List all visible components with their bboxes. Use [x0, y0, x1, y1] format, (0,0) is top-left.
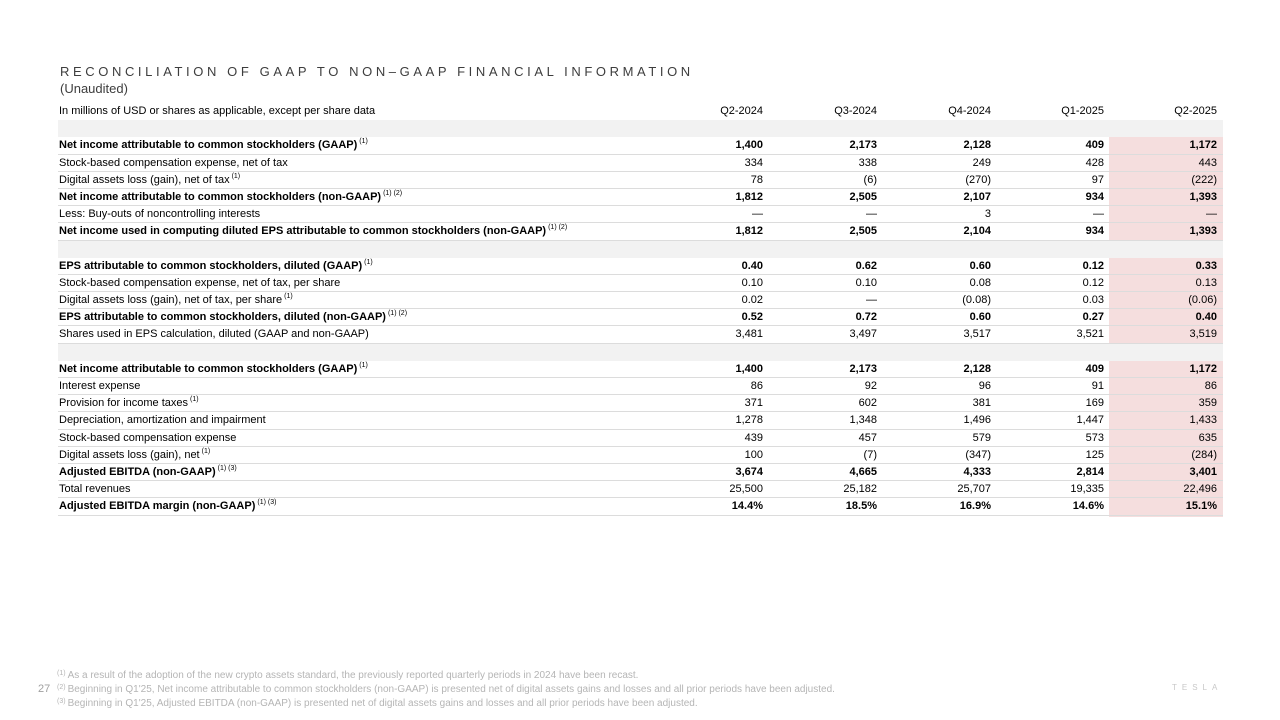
row-label — [59, 378, 140, 394]
value-cell: 16.9% — [959, 500, 991, 513]
value-cell: 2,128 — [963, 139, 991, 152]
row-label-text: Net income attributable to common stockholders (non-GAAP) — [59, 190, 382, 203]
value-cell: 0.27 — [1082, 311, 1104, 324]
value-cell: 0.60 — [969, 311, 991, 324]
row-label — [59, 206, 260, 222]
value-cell: 15.1% — [1185, 500, 1217, 513]
value-cell: — — [866, 294, 877, 307]
row-label — [59, 481, 131, 497]
row-label — [59, 412, 266, 428]
value-cell: 169 — [1085, 397, 1104, 410]
value-cell: (270) — [965, 173, 991, 186]
value-cell: 409 — [1085, 362, 1104, 375]
row-label — [59, 223, 567, 239]
table-row — [58, 206, 1223, 223]
row-label-text: Digital assets loss (gain), net — [59, 448, 200, 461]
row-label-text: Net income attributable to common stockholders (GAAP) — [59, 362, 358, 375]
header-period: Q3-2024 — [834, 105, 877, 117]
footnote-reference: (1) — [231, 172, 241, 180]
row-label-text: Net income used in computing diluted EPS attributable to common stockholders (non-GAAP) — [59, 225, 547, 238]
row-label — [59, 361, 368, 377]
row-label-text: Adjusted EBITDA (non-GAAP) — [59, 465, 216, 478]
row-label-text: Less: Buy-outs of noncontrolling interests — [59, 208, 261, 221]
table-row — [58, 155, 1223, 172]
row-label — [59, 309, 407, 325]
value-cell: 1,400 — [735, 362, 763, 375]
row-label-text: Stock-based compensation expense — [59, 431, 237, 444]
row-label-text: Depreciation, amortization and impairment — [59, 414, 266, 427]
value-cell: 371 — [744, 397, 763, 410]
footnote-reference: (1) — [359, 361, 368, 369]
value-cell: 579 — [972, 431, 991, 444]
section-spacer — [58, 120, 1223, 137]
value-cell: 25,500 — [729, 483, 763, 496]
value-cell: 1,393 — [1189, 190, 1217, 203]
value-cell: 0.52 — [741, 311, 763, 324]
table-row — [58, 498, 1223, 515]
row-label-text: Digital assets loss (gain), net of tax, per share — [59, 294, 283, 307]
footnote-mark: (3) — [57, 698, 66, 705]
row-label-text: Shares used in EPS calculation, diluted (GAAP and non-GAAP) — [59, 328, 369, 341]
value-cell: 4,665 — [849, 465, 877, 478]
row-label-text: Digital assets loss (gain), net of tax — [59, 173, 230, 186]
value-cell: 0.12 — [1082, 259, 1104, 272]
value-cell: 0.03 — [1082, 294, 1104, 307]
value-cell: 96 — [978, 380, 991, 392]
value-cell: 3,519 — [1189, 328, 1217, 341]
value-cell: 0.02 — [741, 294, 763, 307]
value-cell: 409 — [1085, 139, 1104, 152]
value-cell: 1,393 — [1189, 225, 1217, 238]
value-cell: 25,182 — [843, 483, 877, 496]
page-number: 27 — [38, 683, 51, 695]
value-cell: 2,814 — [1076, 465, 1104, 478]
value-cell: 0.12 — [1082, 276, 1104, 289]
value-cell: 602 — [858, 397, 877, 410]
value-cell: 2,505 — [849, 190, 877, 203]
table-row — [58, 447, 1223, 464]
section-spacer — [58, 241, 1223, 258]
row-label — [59, 258, 373, 274]
table-row — [58, 326, 1223, 343]
row-label-text: Interest expense — [59, 380, 141, 392]
table-row — [58, 275, 1223, 292]
value-cell: 0.60 — [969, 259, 991, 272]
value-cell: 334 — [744, 156, 763, 169]
footnote-reference: (1) — [284, 293, 293, 301]
footnote-reference: (1) (2) — [387, 310, 408, 318]
section-spacer — [58, 344, 1223, 361]
value-cell: 428 — [1085, 156, 1104, 169]
value-cell: 1,496 — [963, 414, 991, 427]
value-cell: 439 — [744, 431, 763, 444]
value-cell: 1,433 — [1189, 414, 1217, 427]
reconciliation-table — [58, 103, 1223, 516]
value-cell: 934 — [1085, 190, 1104, 203]
value-cell: 78 — [750, 173, 763, 186]
row-label — [59, 189, 402, 205]
table-row — [58, 258, 1223, 275]
footnote-reference: (1) (2) — [383, 189, 403, 197]
value-cell: 1,172 — [1189, 362, 1217, 375]
table-row — [58, 189, 1223, 206]
footnote-reference: (1) — [190, 396, 199, 404]
value-cell: 0.40 — [1195, 311, 1217, 324]
value-cell: 14.4% — [731, 500, 763, 513]
value-cell: 18.5% — [845, 500, 877, 513]
value-cell: — — [866, 208, 877, 221]
row-label — [59, 137, 368, 153]
table-row — [58, 464, 1223, 481]
row-label-text: Adjusted EBITDA margin (non-GAAP) — [59, 500, 256, 513]
header-period: Q2-2024 — [720, 105, 763, 117]
footnote-reference: (1) — [364, 258, 373, 266]
row-label — [59, 498, 276, 514]
value-cell: 3,517 — [963, 328, 991, 341]
page-subtitle: (Unaudited) — [60, 81, 128, 96]
value-cell: 381 — [972, 397, 991, 410]
value-cell: (284) — [1191, 448, 1217, 461]
footnote-reference: (1) — [359, 138, 368, 146]
value-cell: (0.08) — [962, 294, 991, 307]
value-cell: 1,278 — [735, 414, 763, 427]
value-cell: 457 — [858, 431, 877, 444]
value-cell: 22,496 — [1183, 483, 1217, 496]
value-cell: 0.72 — [855, 311, 877, 324]
table-row — [58, 430, 1223, 447]
table-row — [58, 481, 1223, 498]
footnote-reference: (1) (2) — [548, 224, 568, 232]
value-cell: 359 — [1198, 397, 1217, 410]
value-cell: 0.13 — [1195, 276, 1217, 289]
value-cell: 25,707 — [957, 483, 991, 496]
value-cell: 19,335 — [1070, 483, 1104, 496]
footnote-mark: (2) — [57, 684, 66, 691]
footnote-reference: (1) (3) — [257, 499, 277, 507]
value-cell: 0.62 — [855, 259, 877, 272]
value-cell: 86 — [1204, 380, 1217, 392]
value-cell: (6) — [863, 173, 877, 186]
footnote-reference: (1) (3) — [217, 464, 237, 472]
row-label-text: Net income attributable to common stockholders (GAAP) — [59, 139, 358, 152]
value-cell: — — [1206, 208, 1217, 221]
row-label-text: Provision for income taxes — [59, 397, 188, 410]
value-cell: (7) — [863, 448, 877, 461]
value-cell: 1,812 — [735, 225, 763, 238]
header-period: Q4-2024 — [948, 105, 991, 117]
value-cell: 4,333 — [963, 465, 991, 478]
value-cell: 573 — [1085, 431, 1104, 444]
value-cell: 2,173 — [849, 362, 877, 375]
row-label-text: EPS attributable to common stockholders, diluted (GAAP) — [59, 259, 363, 272]
value-cell: 125 — [1085, 448, 1104, 461]
table-body — [58, 120, 1223, 515]
value-cell: 934 — [1085, 225, 1104, 238]
value-cell: — — [752, 208, 763, 221]
value-cell: 3,481 — [735, 328, 763, 341]
value-cell: (0.06) — [1188, 294, 1217, 307]
value-cell: 2,104 — [963, 225, 991, 238]
footnote — [57, 669, 835, 683]
value-cell: — — [1093, 208, 1104, 221]
value-cell: 338 — [858, 156, 877, 169]
header-period: Q1-2025 — [1061, 105, 1104, 117]
footnote — [57, 683, 835, 697]
table-row — [58, 172, 1223, 189]
row-label — [59, 447, 210, 463]
footnote-text: Beginning in Q1'25, Adjusted EBITDA (non-GAAP) is presented net of digital assets gains and losses and all prior periods have been adjusted. — [67, 698, 698, 709]
value-cell: 3,674 — [735, 465, 763, 478]
row-label — [59, 172, 240, 188]
table-row — [58, 137, 1223, 154]
table-row — [58, 292, 1223, 309]
value-cell: 2,505 — [849, 225, 877, 238]
row-label — [59, 395, 199, 411]
value-cell: 0.10 — [855, 276, 877, 289]
value-cell: 249 — [972, 156, 991, 169]
row-label — [59, 275, 340, 291]
value-cell: (222) — [1191, 173, 1217, 186]
value-cell: 443 — [1198, 156, 1217, 169]
row-label — [59, 292, 293, 308]
row-label-text: EPS attributable to common stockholders, diluted (non-GAAP) — [59, 311, 386, 324]
value-cell: 86 — [750, 380, 763, 392]
footnote-text: As a result of the adoption of the new crypto assets standard, the previously reported quarterly periods in 2024 have been recast. — [67, 670, 639, 681]
row-label-text: Stock-based compensation expense, net of tax — [59, 156, 288, 169]
value-cell: 1,400 — [735, 139, 763, 152]
value-cell: 1,348 — [849, 414, 877, 427]
value-cell: 3,401 — [1189, 465, 1217, 478]
table-header-row — [58, 103, 1223, 120]
table-row — [58, 361, 1223, 378]
footnote-mark: (1) — [57, 670, 66, 677]
value-cell: 100 — [744, 448, 763, 461]
value-cell: 0.33 — [1195, 259, 1217, 272]
footnote — [57, 697, 835, 711]
value-cell: 92 — [864, 380, 877, 392]
value-cell: 635 — [1198, 431, 1217, 444]
row-label-text: Stock-based compensation expense, net of tax, per share — [59, 276, 341, 289]
value-cell: 1,172 — [1189, 139, 1217, 152]
row-label-text: Total revenues — [59, 483, 131, 496]
value-cell: 3,521 — [1076, 328, 1104, 341]
row-label — [59, 155, 288, 171]
page-title: RECONCILIATION OF GAAP TO NON–GAAP FINANCIAL INFORMATION — [60, 64, 694, 79]
footnote-text: Beginning in Q1'25, Net income attributable to common stockholders (non-GAAP) is presented net of digital assets gains and losses and all prior periods have been adjusted. — [67, 684, 835, 695]
value-cell: 3 — [984, 208, 991, 221]
table-row — [58, 378, 1223, 395]
header-period: Q2-2025 — [1174, 105, 1217, 117]
row-label — [59, 326, 369, 342]
value-cell: 2,107 — [963, 190, 991, 203]
value-cell: 1,447 — [1076, 414, 1104, 427]
value-cell: (347) — [965, 448, 991, 461]
value-cell: 2,173 — [849, 139, 877, 152]
value-cell: 91 — [1091, 380, 1104, 392]
value-cell: 0.08 — [969, 276, 991, 289]
value-cell: 14.6% — [1072, 500, 1104, 513]
row-label — [59, 464, 237, 480]
value-cell: 97 — [1091, 173, 1104, 186]
table-row — [58, 395, 1223, 412]
value-cell: 1,812 — [735, 190, 763, 203]
footnotes — [57, 669, 835, 711]
row-label — [59, 430, 236, 446]
table-row — [58, 223, 1223, 240]
header-label: In millions of USD or shares as applicable, except per share data — [59, 105, 376, 117]
value-cell: 0.10 — [741, 276, 763, 289]
table-row — [58, 309, 1223, 326]
value-cell: 0.40 — [741, 259, 763, 272]
tesla-logo: TESLA — [1172, 683, 1223, 692]
value-cell: 3,497 — [849, 328, 877, 341]
value-cell: 2,128 — [963, 362, 991, 375]
footnote-reference: (1) — [201, 447, 211, 455]
table-row — [58, 412, 1223, 429]
